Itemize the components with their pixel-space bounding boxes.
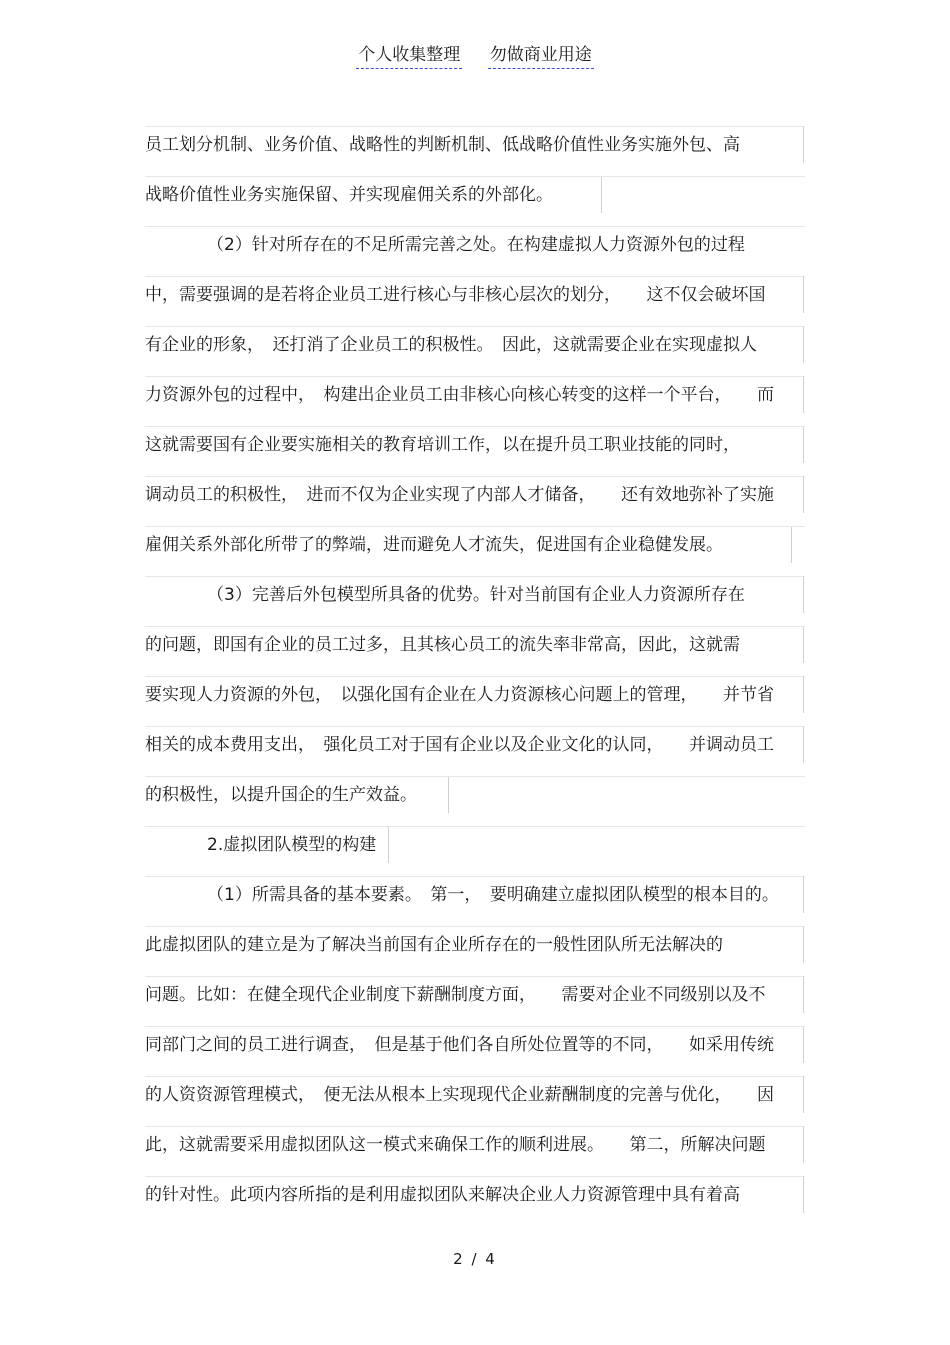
text-line: 战略价值性业务实施保留、并实现雇佣关系的外部化。 bbox=[145, 176, 805, 227]
text-line: 的针对性。此项内容所指的是利用虚拟团队来解决企业人力资源管理中具有着高 bbox=[145, 1176, 805, 1227]
text-line: 调动员工的积极性， 进而不仅为企业实现了内部人才储备， 还有效地弥补了实施 bbox=[145, 476, 805, 527]
page-number: 2 / 4 bbox=[453, 1250, 497, 1268]
text-line: 要实现人力资源的外包， 以强化国有企业在人力资源核心问题上的管理， 并节省 bbox=[145, 676, 805, 727]
section-heading: 2.虚拟团队模型的构建 bbox=[145, 826, 805, 877]
header-left-text: 个人收集整理 bbox=[356, 40, 462, 69]
text-line: 此，这就需要采用虚拟团队这一模式来确保工作的顺利进展。 第二，所解决问题 bbox=[145, 1126, 805, 1177]
page-header bbox=[0, 40, 950, 69]
text-line: 有企业的形象， 还打消了企业员工的积极性。 因此，这就需要企业在实现虚拟人 bbox=[145, 326, 805, 377]
text-line: 此虚拟团队的建立是为了解决当前国有企业所存在的一般性团队所无法解决的 bbox=[145, 926, 805, 977]
text-line: 力资源外包的过程中， 构建出企业员工由非核心向核心转变的这样一个平台， 而 bbox=[145, 376, 805, 427]
text-line: 同部门之间的员工进行调查， 但是基于他们各自所处位置等的不同， 如采用传统 bbox=[145, 1026, 805, 1077]
text-line: 的积极性，以提升国企的生产效益。 bbox=[145, 776, 805, 827]
text-line: 员工划分机制、业务价值、战略性的判断机制、低战略价值性业务实施外包、高 bbox=[145, 126, 805, 177]
text-line: （3）完善后外包模型所具备的优势。针对当前国有企业人力资源所存在 bbox=[145, 576, 805, 627]
text-line: 雇佣关系外部化所带了的弊端，进而避免人才流失，促进国有企业稳健发展。 bbox=[145, 526, 805, 577]
header-right-text: 勿做商业用途 bbox=[488, 40, 594, 69]
text-line: 相关的成本费用支出， 强化员工对于国有企业以及企业文化的认同， 并调动员工 bbox=[145, 726, 805, 777]
text-line: 这就需要国有企业要实施相关的教育培训工作，以在提升员工职业技能的同时， bbox=[145, 426, 805, 477]
text-line: 的人资资源管理模式， 便无法从根本上实现现代企业薪酬制度的完善与优化， 因 bbox=[145, 1076, 805, 1127]
text-line: （2）针对所存在的不足所需完善之处。在构建虚拟人力资源外包的过程 bbox=[145, 226, 805, 277]
text-line: （1）所需具备的基本要素。 第一， 要明确建立虚拟团队模型的根本目的。 bbox=[145, 876, 805, 927]
text-line: 中，需要强调的是若将企业员工进行核心与非核心层次的划分， 这不仅会破坏国 bbox=[145, 276, 805, 327]
text-line: 的问题，即国有企业的员工过多，且其核心员工的流失率非常高，因此，这就需 bbox=[145, 626, 805, 677]
text-line: 问题。比如：在健全现代企业制度下薪酬制度方面， 需要对企业不同级别以及不 bbox=[145, 976, 805, 1027]
